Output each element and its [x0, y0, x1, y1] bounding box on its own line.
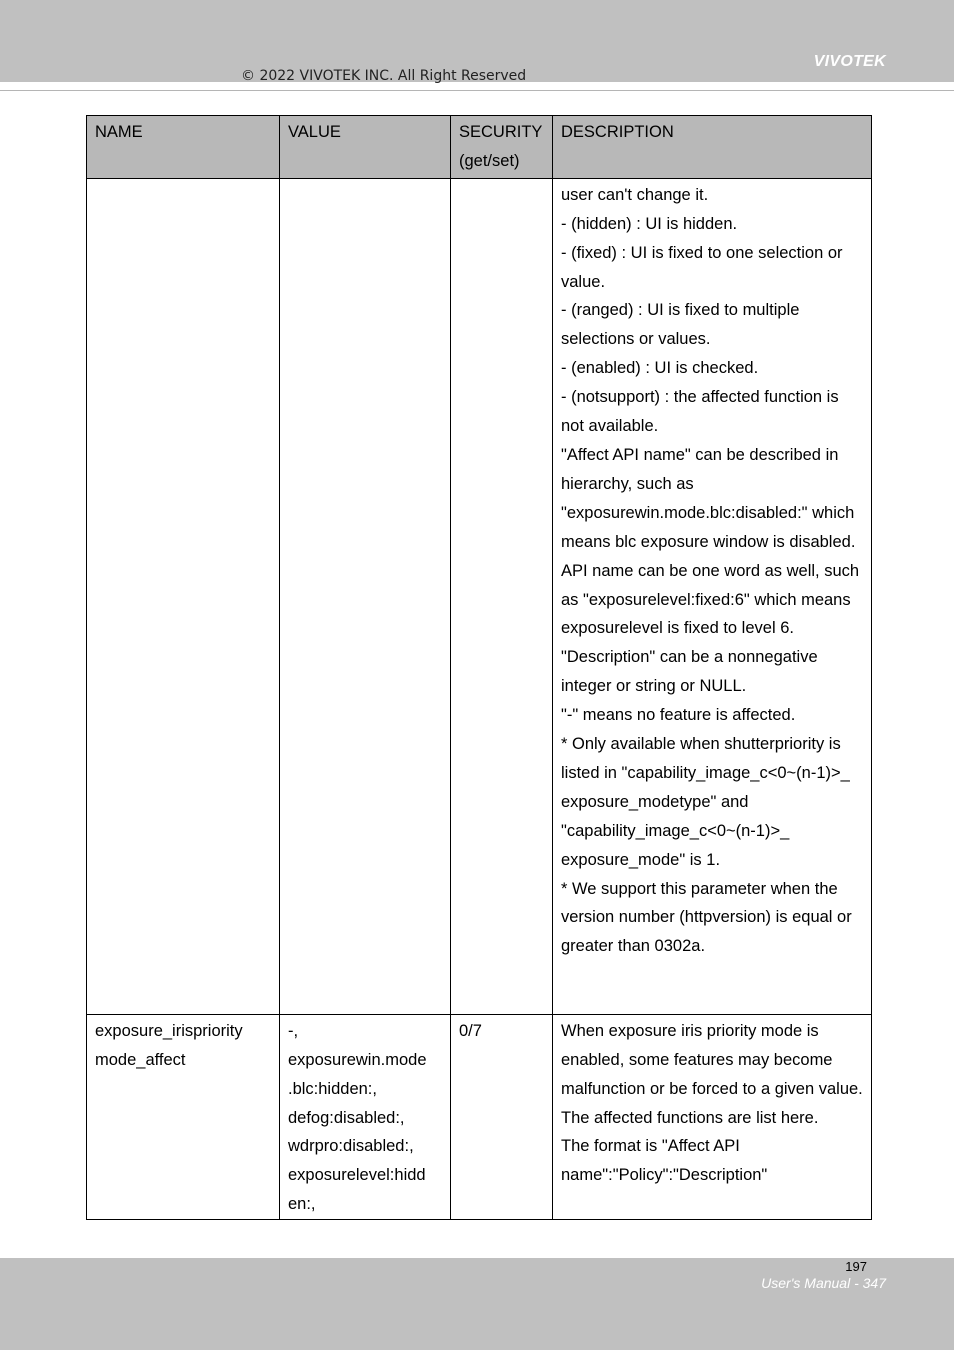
copyright-text: © 2022 VIVOTEK INC. All Right Reserved: [241, 68, 527, 84]
cell-value: -, exposurewin.mode .blc:hidden:, defog:disabled:, wdrpro:disabled:, exposurelevel:hidd en:,: [280, 1014, 451, 1219]
cell-name: [87, 178, 280, 1014]
header-bar: [0, 0, 954, 82]
column-header-name: NAME: [87, 116, 280, 179]
column-header-security: SECURITY (get/set): [451, 116, 553, 179]
header-divider: [0, 90, 954, 91]
cell-security: 0/7: [451, 1014, 553, 1219]
brand-logo: VIVOTEK: [813, 53, 886, 70]
page-number: 197: [845, 1259, 867, 1274]
table-row: [87, 1014, 872, 1219]
column-header-description: DESCRIPTION: [553, 116, 872, 179]
cell-description: When exposure iris priority mode is enabled, some features may become malfunction or be forced to a given value. The affected functions are list here. The format is "Affect API name":"Policy":"Description": [553, 1014, 872, 1219]
cell-value: [280, 178, 451, 1014]
cell-description: user can't change it. - (hidden) : UI is hidden. - (fixed) : UI is fixed to one selection or value. - (ranged) : UI is fixed to multiple selections or values. - (enabled) : UI is checked. - (notsupport) : the affected function is not available. "Affect API name" can be described in hierarchy, such as "exposurewin.mode.blc:disabled:" which means blc exposure window is disabled. API name can be one word as well, such as "exposurelevel:fixed:6" which means exposurelevel is fixed to level 6. "Description" can be a nonnegative integer or string or NULL. "-" means no feature is affected. * Only available when shutterpriority is listed in "capability_image_c<0~(n-1)>_ exposure_modetype" and "capability_image_c<0~(n-1)>_ exposure_mode" is 1. * We support this parameter when the version number (httpversion) is equal or greater than 0302a.: [553, 178, 872, 1014]
cell-name: exposure_irispriority mode_affect: [87, 1014, 280, 1219]
table-row: [87, 178, 872, 1014]
parameter-table: [86, 115, 872, 1220]
cell-security: [451, 178, 553, 1014]
footer-bar: [0, 1258, 954, 1350]
column-header-value: VALUE: [280, 116, 451, 179]
table-header-row: [87, 116, 872, 179]
manual-page-label: User's Manual - 347: [761, 1275, 886, 1291]
